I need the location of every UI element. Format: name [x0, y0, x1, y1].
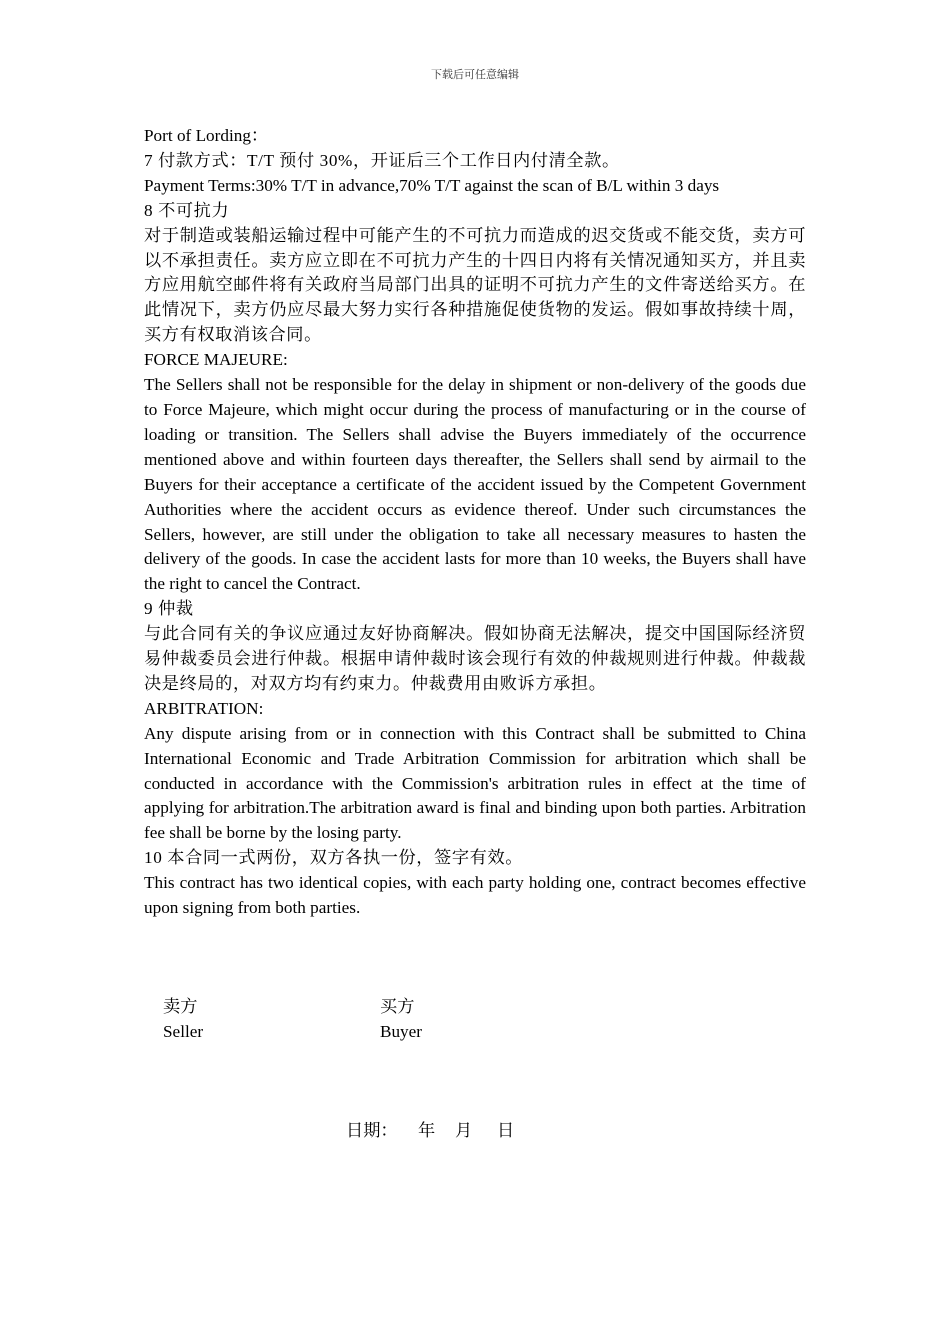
contract-body: [144, 124, 806, 921]
force-majeure-heading-cn: 8 不可抗力: [144, 200, 230, 220]
arbitration-body-en: Any dispute arising from or in connection with this Contract shall be submitted to China International Economic and Trade Arbitration Commission for arbitration which shall be conducted in accordance with the Commission's arbitration rules in effect at the time of applying for arbitration.The arbitration award is final and binding upon both parties. Arbitration fee shall be borne by the losing party.: [144, 723, 806, 843]
date-month: 月: [455, 1121, 473, 1140]
payment-terms-cn: 7 付款方式：T/T 预付 30%，开证后三个工作日内付清全款。: [144, 150, 620, 170]
date-line: [346, 1118, 514, 1143]
seller-label-cn: 卖方: [163, 997, 198, 1016]
arbitration-body-cn: 与此合同有关的争议应通过友好协商解决。假如协商无法解决，提交中国国际经济贸易仲裁委员会进行仲裁。根据申请仲裁时该会现行有效的仲裁规则进行仲裁。仲裁裁决是终局的，对双方均有约束力。仲裁费用由败诉方承担。: [144, 624, 806, 693]
copies-clause-cn: 10 本合同一式两份，双方各执一份，签字有效。: [144, 848, 524, 868]
payment-terms-en: Payment Terms:30% T/T in advance,70% T/T against the scan of B/L within 3 days: [144, 175, 720, 195]
date-label: 日期：: [346, 1121, 398, 1140]
date-year: 年: [418, 1121, 436, 1140]
arbitration-heading-cn: 9 仲裁: [144, 599, 194, 619]
copies-clause-en: This contract has two identical copies, with each party holding one, contract becomes effective upon signing from both parties.: [144, 873, 806, 918]
seller-label-en: Seller: [163, 1022, 204, 1041]
seller-signature-block: [163, 994, 203, 1044]
buyer-signature-block: [380, 994, 422, 1044]
date-day: 日: [497, 1121, 515, 1140]
force-majeure-body-cn: 对于制造或装船运输过程中可能产生的不可抗力而造成的迟交货或不能交货，卖方可以不承担责任。卖方应立即在不可抗力产生的十四日内将有关情况通知买方，并且卖方应用航空邮件将有关政府当局部门出具的证明不可抗力产生的文件寄送给买方。在此情况下，卖方仍应尽最大努力实行各种措施促使货物的发运。假如事故持续十周，买方有权取消该合同。: [144, 225, 806, 345]
buyer-label-cn: 买方: [380, 997, 415, 1016]
port-of-loading-line: Port of Lording：: [144, 126, 269, 145]
force-majeure-body-en: The Sellers shall not be responsible for the delay in shipment or non-delivery of the goods due to Force Majeure, which might occur during the process of manufacturing or in the course of loading or transition. The Sellers shall advise the Buyers immediately of the occurrence mentioned above and within fourteen days thereafter, the Sellers shall send by airmail to the Buyers for their acceptance a certificate of the accident issued by the Competent Government Authorities where the accident occurs as evidence thereof. Under such circumstances the Sellers, however, are still under the obligation to take all necessary measures to hasten the delivery of the goods. In case the accident lasts for more than 10 weeks, the Buyers shall have the right to cancel the Contract.: [144, 375, 806, 594]
buyer-label-en: Buyer: [380, 1022, 423, 1041]
arbitration-heading-en: ARBITRATION:: [144, 698, 264, 718]
page-header-note: 下载后可任意编辑: [431, 68, 519, 81]
force-majeure-heading-en: FORCE MAJEURE:: [144, 350, 288, 370]
